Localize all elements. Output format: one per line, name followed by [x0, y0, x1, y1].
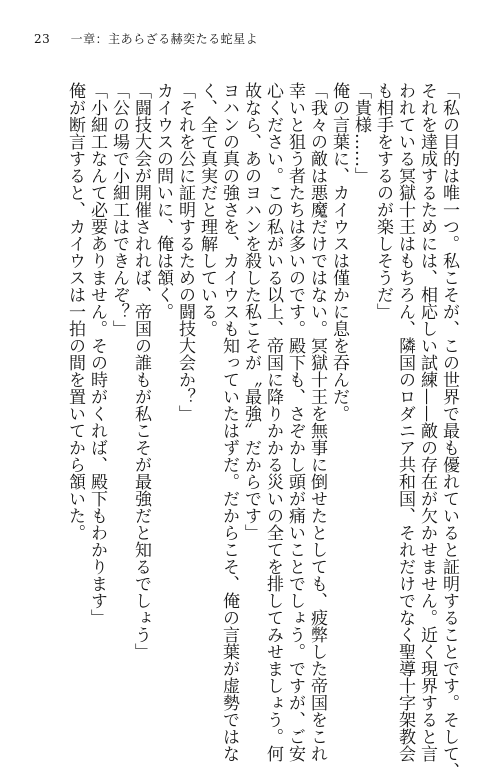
text-line: 「公の場で小細工はできんぞ？」	[109, 82, 129, 337]
text-line: われている冥獄十王はもちろん、隣国のロダニア共和国、それだけでなく聖導十字架教会	[395, 82, 415, 762]
text-line: 俺の言葉に、カイウスは僅かに息を吞んだ。	[329, 82, 349, 422]
text-line: 「貴様……」	[351, 82, 371, 184]
text-line: 「小細工なんて必要ありません。その時がくれば、殿下もわかります」	[87, 82, 107, 626]
text-line: それを達成するためには、相応しい試練——敵の存在が欠かせません。近く現界すると言	[417, 82, 437, 762]
page-number: 23	[34, 32, 51, 46]
text-line: 幸いと狙う者たちは多いのです。殿下も、さぞかし頭が痛いことでしょう。ですが、ご安	[285, 82, 305, 762]
text-line: 「それを公に証明するための闘技大会か？」	[175, 82, 195, 422]
text-line: カイウスの問いに、俺は頷く。	[153, 82, 173, 320]
running-header	[34, 30, 258, 47]
text-line: 俺が断言すると、カイウスは一拍の間を置いてから頷いた。	[65, 82, 85, 541]
text-line: 故なら、あのヨハンを殺した私こそが〝最強〟だからです」	[241, 82, 261, 541]
novel-body-text	[64, 82, 460, 779]
text-line: 「我々の敵は悪魔だけではない。冥獄十王を無事に倒せたとしても、疲弊した帝国をこれ	[307, 82, 327, 762]
text-line: く、全て真実だと理解している。	[197, 82, 217, 337]
text-line: も相手をするのが楽しそうだ」	[373, 82, 393, 320]
text-line: 「私の目的は唯一つ。私こそが、この世界で最も優れていると証明することです。そして、	[439, 82, 459, 779]
chapter-title: 一章：主あらざる赫奕たる蛇星よ	[70, 32, 259, 46]
text-line: ヨハンの真の強さを、カイウスも知っていたはずだ。だからこそ、俺の言葉が虚勢ではな	[219, 82, 239, 762]
text-line: 「闘技大会が開催されれば、帝国の誰もが私こそが最強だと知るでしょう」	[131, 82, 151, 660]
text-line: 心ください。この私がいる以上、帝国に降りかかる災いの全てを排してみせましょう。何	[263, 82, 283, 762]
